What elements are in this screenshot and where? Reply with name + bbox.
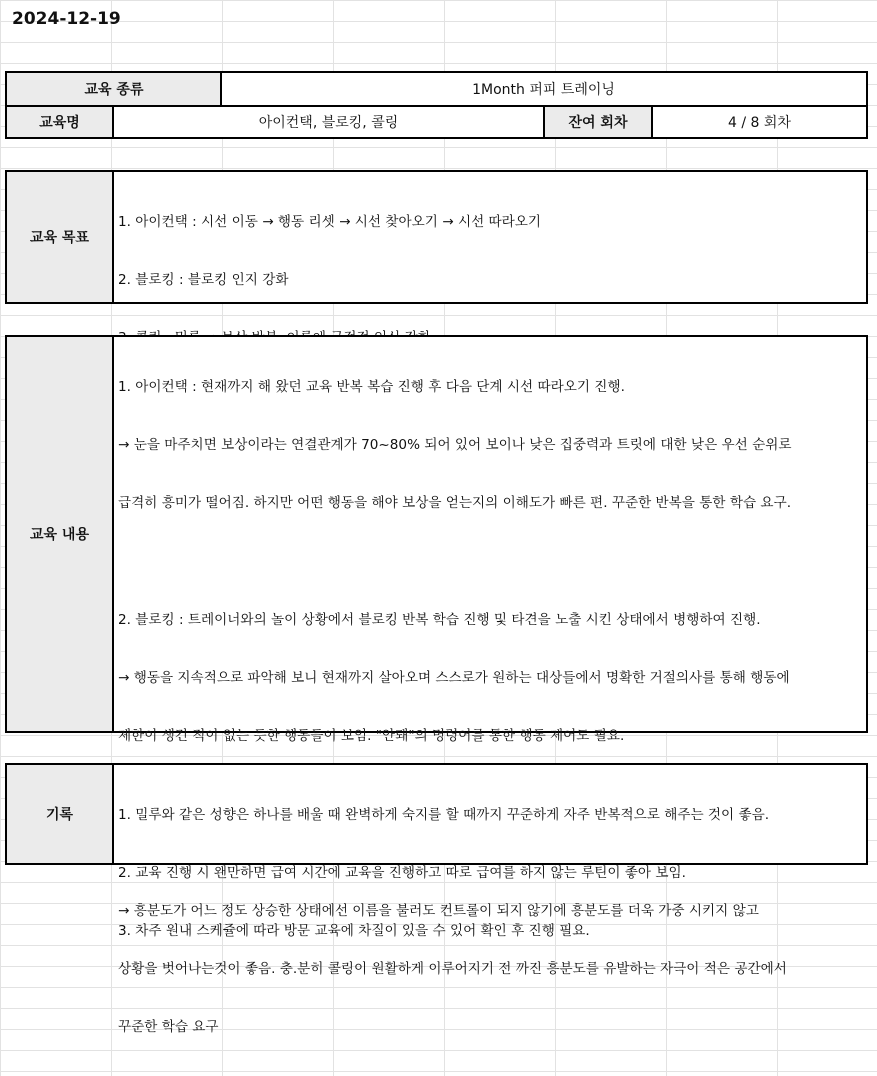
goals-section xyxy=(5,170,868,304)
remaining-sessions-label: 잔여 회차 xyxy=(545,107,651,137)
content-line: 1. 아이컨택 : 현재까지 해 왔던 교육 반복 복습 진행 후 다음 단계 시선 따라오기 진행. xyxy=(118,378,625,395)
divider xyxy=(220,73,222,106)
content-line: 상황을 벗어나는것이 좋음. 충.분히 콜링이 원활하게 이루어지기 전 까진 흥분도를 유발하는 자극이 적은 공간에서 xyxy=(118,960,787,977)
content-line xyxy=(118,552,866,571)
header-table xyxy=(5,71,868,139)
goals-line: 2. 블로킹 : 블로킹 인지 강화 xyxy=(118,272,289,289)
education-name-label: 교육명 xyxy=(7,107,112,137)
records-line: 1. 밀루와 같은 성향은 하나를 배울 때 완벽하게 숙지를 할 때까지 꾸준하게 자주 반복적으로 해주는 것이 좋음. xyxy=(118,806,770,823)
content-line: → 행동을 지속적으로 파악해 보니 현재까지 살아오며 스스로가 원하는 대상들에서 명확한 거절의사를 통해 행동에 xyxy=(118,669,790,686)
content-line: 급격히 흥미가 떨어짐. 하지만 어떤 행동을 해야 보상을 얻는지의 이해도가 빠른 편. 꾸준한 반복을 통한 학습 요구. xyxy=(118,495,792,512)
goals-content xyxy=(114,172,866,302)
content-label: 교육 내용 xyxy=(7,337,112,731)
content-line: → 흥분도가 어느 정도 상승한 상태에선 이름을 불러도 컨트롤이 되지 않기에 흥분도를 더욱 가중 시키지 않고 xyxy=(118,902,759,919)
education-type-value: 1Month 퍼피 트레이닝 xyxy=(472,82,615,98)
report-date: 2024-12-19 xyxy=(12,9,121,29)
goals-label: 교육 목표 xyxy=(7,172,112,302)
goals-line: 1. 아이컨택 : 시선 이동 → 행동 리셋 → 시선 찾아오기 → 시선 따라오기 xyxy=(118,213,542,230)
remaining-sessions-value: 4 / 8 회차 xyxy=(728,115,791,131)
records-line: 3. 차주 원내 스케쥴에 따라 방문 교육에 차질이 있을 수 있어 확인 후 진행 필요. xyxy=(118,923,590,940)
education-type-label: 교육 종류 xyxy=(7,73,221,105)
records-line: 2. 교육 진행 시 왠만하면 급여 시간에 교육을 진행하고 따로 급여를 하지 않는 루틴이 좋아 보임. xyxy=(118,865,686,882)
content-line: 제한이 생긴 적이 없는 듯한 행동들이 보임. "안돼"의 명령어를 통한 행동 제어도 필요. xyxy=(118,728,625,745)
records-label: 기록 xyxy=(7,765,112,863)
content-line: 2. 블로킹 : 트레이너와의 놀이 상황에서 블로킹 반복 학습 진행 및 타견을 노출 시킨 상태에서 병행하여 진행. xyxy=(118,611,761,628)
content-line: 꾸준한 학습 요구 xyxy=(118,1019,219,1036)
education-name-value: 아이컨택, 블로킹, 콜링 xyxy=(258,115,399,131)
content-line: → 눈을 마주치면 보상이라는 연결관계가 70~80% 되어 있어 보이나 낮은 집중력과 트릿에 대한 낮은 우선 순위로 xyxy=(118,437,792,454)
